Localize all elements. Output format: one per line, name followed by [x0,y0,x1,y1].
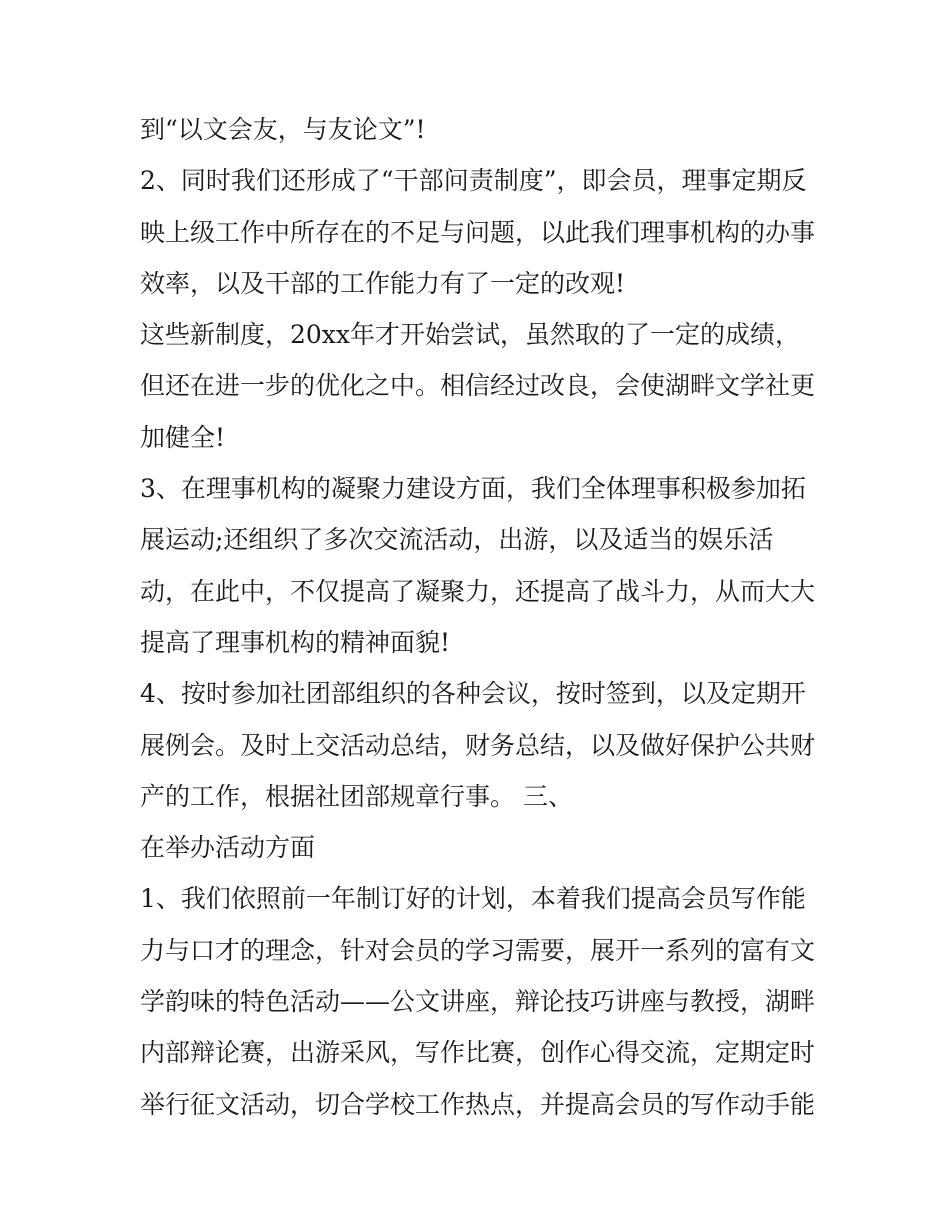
text-line: 到“以文会友，与友论文”! [140,115,426,144]
text-line: 1、我们依照前一年制订好的计划，本着我们提高会员写作能 [140,884,806,914]
text-line: 产的工作，根据社团部规章行事。 三、 [140,781,573,811]
text-line: 映上级工作中所存在的不足与问题，以此我们理事机构的办事 [140,217,816,247]
text-line: 展运动;还组织了多次交流活动，出游，以及适当的娱乐活 [140,525,774,555]
text-line: 3、在理事机构的凝聚力建设方面，我们全体理事积极参加拓 [140,474,806,504]
text-line: 内部辩论赛，出游采风，写作比赛，创作心得交流，定期定时 [140,1038,816,1068]
text-line: 展例会。及时上交活动总结，财务总结，以及做好保护公共财 [140,730,816,760]
text-line: 这些新制度，20xx年才开始尝试，虽然取的了一定的成绩， [140,320,801,350]
text-line: 但还在进一步的优化之中。相信经过改良，会使湖畔文学社更 [140,371,816,401]
text-line: 举行征文活动，切合学校工作热点，并提高会员的写作动手能 [140,1089,816,1119]
text-line: 4、按时参加社团部组织的各种会议，按时签到，以及定期开 [140,679,806,709]
text-line: 2、同时我们还形成了“干部问责制度”，即会员，理事定期反 [140,166,807,196]
text-line: 加健全! [140,422,226,452]
text-line: 学韵味的特色活动——公文讲座，辩论技巧讲座与教授，湖畔 [140,987,816,1017]
text-line: 动，在此中，不仅提高了凝聚力，还提高了战斗力，从而大大 [140,576,816,606]
text-line: 力与口才的理念，针对会员的学习需要，展开一系列的富有文 [140,935,816,965]
document-body [140,110,820,1136]
text-line: 提高了理事机构的精神面貌! [140,627,451,657]
text-line: 在举办活动方面 [140,833,316,863]
text-line: 效率，以及干部的工作能力有了一定的改观! [140,268,626,298]
